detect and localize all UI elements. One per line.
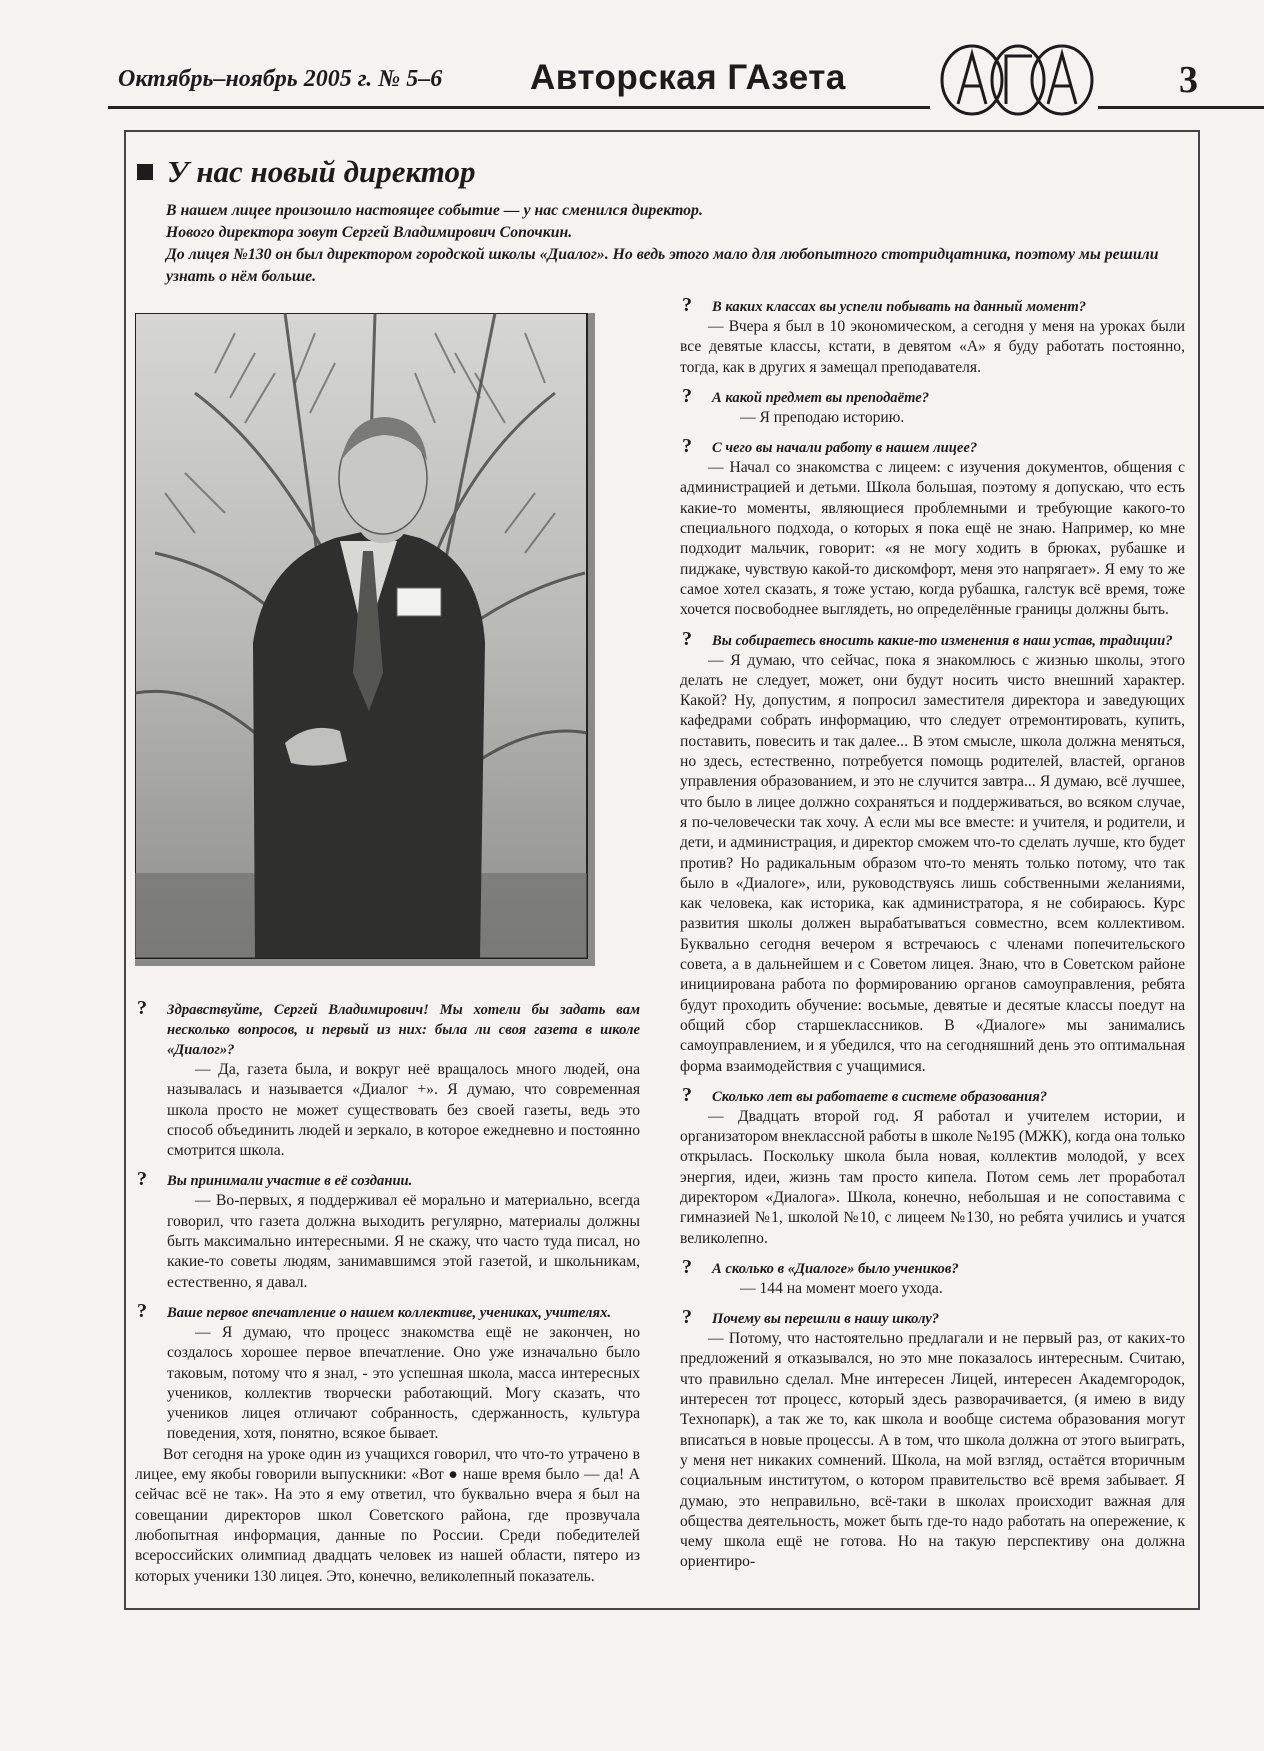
question bbox=[680, 1306, 1185, 1329]
answer-paragraph: — Двадцать второй год. Я работал и учителем истории, и организатором внеклассной работы в школе №195 (МЖК), когда она только открылась. Поскольку школа была новая, коллектив молодой, у всех энергия, идеи, жизнь там просто кипела. Потом семь лет проработал директором «Диалога». Школа, конечно, небольшая и не сопоставима с гимназией №1, школой №10, с лицеем №130, но ребята учились и учатся великолепно. bbox=[680, 1107, 1185, 1247]
question-text: Здравствуйте, Сергей Владимирович! Мы хотели бы задать вам несколько вопросов, и первый из них: была ли своя газета в школе «Диалог»? bbox=[167, 1002, 640, 1058]
question bbox=[680, 435, 1185, 458]
newspaper-title: Авторская ГАзета bbox=[530, 58, 846, 97]
question-mark-icon: ? bbox=[137, 1299, 147, 1322]
question-text: Почему вы перешли в нашу школу? bbox=[712, 1311, 940, 1328]
question-mark-icon: ? bbox=[682, 435, 692, 458]
question-mark-icon: ? bbox=[682, 627, 692, 650]
qa-block bbox=[135, 1168, 640, 1292]
question-mark-icon: ? bbox=[137, 1168, 147, 1191]
lead-line: В нашем лицее произошло настоящее событие — у нас сменился директор. bbox=[166, 202, 703, 219]
question bbox=[680, 1083, 1185, 1107]
headline-text: У нас новый директор bbox=[167, 154, 476, 189]
question-mark-icon: ? bbox=[137, 997, 147, 1019]
masthead-rule bbox=[108, 106, 930, 109]
answer-paragraph: — Начал со знакомства с лицеем: с изучения документов, общения с администрацией и детьми. Школа большая, поэтому я допускаю, что есть какие-то моменты, являющиеся проблемными и требующие какого-то специального подхода, о которых я пока ещё не знаю. Например, ко мне подходит мальчик, говорит: «я не могу ходить в брюках, рубашке и пиджаке, чувствую какой-то дискомфорт, меня это напрягает». Я ему то же самое хотел сказать, я тоже устаю, когда рубашка, галстук всё время, тоже хочется посвободнее выглядеть, но определённые границы должны быть. bbox=[680, 459, 1185, 619]
masthead-rule-right bbox=[1098, 106, 1264, 109]
question-mark-icon: ? bbox=[682, 384, 692, 407]
qa-block bbox=[680, 1306, 1185, 1573]
qa-block bbox=[680, 1083, 1185, 1249]
right-column bbox=[680, 294, 1185, 1583]
question-mark-icon: ? bbox=[682, 1083, 692, 1106]
page-number: 3 bbox=[1179, 59, 1198, 101]
question-mark-icon: ? bbox=[682, 1255, 692, 1278]
question-mark-icon: ? bbox=[682, 294, 692, 316]
article-lead bbox=[166, 200, 1184, 288]
answer-paragraph: — Я думаю, что процесс знакомства ещё не закончен, но создалось хорошее первое впечатление. Оно уже изначально было таковым, потому что я знал, - это успешная школа, масса интересных учеников, коллектив творчески работающий. Могу сказать, что учеников лицея отличают собранность, сдержанность, культура поведения, хотя, понятно, всякое бывает. bbox=[167, 1323, 640, 1443]
lead-line: До лицея №130 он был директором городской школы «Диалог». Но ведь этого мало для любопытного стотридцатника, поэтому мы решили узнать о нём больше. bbox=[166, 246, 1159, 285]
lead-line: Нового директора зовут Сергей Владимирович Сопочкин. bbox=[166, 224, 573, 241]
question-text: Сколько лет вы работаете в системе образования? bbox=[712, 1088, 1048, 1105]
qa-block bbox=[680, 435, 1185, 620]
qa-block bbox=[680, 627, 1185, 1077]
left-column bbox=[135, 997, 640, 1597]
question-text: А какой предмет вы преподаёте? bbox=[712, 389, 930, 406]
director-photo bbox=[135, 313, 595, 966]
question-text: Вы принимали участие в её создании. bbox=[167, 1173, 413, 1190]
question bbox=[680, 1255, 1185, 1279]
question-text: В каких классах вы успели побывать на данный момент? bbox=[712, 299, 1087, 315]
qa-block bbox=[135, 997, 640, 1161]
article-headline bbox=[137, 154, 476, 190]
answer-paragraph: — Вчера я был в 10 экономическом, а сегодня у меня на уроках были все девятые классы, кстати, в девятом «А» я буду работать постоянно, тогда, как в других я замещал преподавателя. bbox=[680, 318, 1185, 376]
question-text: С чего вы начали работу в нашем лицее? bbox=[712, 440, 978, 457]
answer-paragraph: — Я думаю, что сейчас, пока я знакомлюсь с жизнью школы, этого делать не следует, может, они будут носить чисто внешний характер. Какой? Ну, допустим, я попросил заместителя директора и заведующих кафедрами собрать информацию, что следует отремонтировать, купить, поставить, повесить и так далее... В этом смысле, школа должна меняться, но здесь, естественно, потребуется помощь родителей, властей, органов управления образованием, и это не случится завтра... Я думаю, всё лучшее, что было в лицее должно сохраняться и поддерживаться, во всяком случае, я по-человечески так хочу. А если мы все вместе: и учителя, и родители, и дети, и администрация, и директор сможем что-то сделать лучше, кто будет против? Но радикальным образом что-то менять только потому, что так было в «Диалоге», или, руководствуясь лишь собственными желаниями, как человека, как историка, как администратора, я не собираюсь. Курс развития школы должен вырабатываться совместно, всем коллективом. Буквально сегодня вечером я встречаюсь с членами попечительского совета, а в дальнейшем и с Советом лицея. Знаю, что в Советском районе инициирована работа по формированию органов самоуправления, ребята будут проходить обучение: восьмые, девятые и десятые классы поедут на общий сбор старшеклассников. В «Диалоге» мы занимались самоуправлением, и я убедился, что на сегодняшний день это оптимальная форма взаимодействия с учащимися. bbox=[680, 651, 1185, 1075]
question bbox=[680, 627, 1185, 651]
question bbox=[680, 384, 1185, 408]
bullet-square-icon bbox=[137, 164, 153, 180]
answer-paragraph: — Я преподаю историю. bbox=[740, 408, 905, 426]
question bbox=[680, 294, 1185, 317]
qa-block bbox=[135, 1299, 640, 1587]
aga-logo bbox=[934, 40, 1099, 118]
question bbox=[135, 1299, 640, 1323]
qa-block bbox=[680, 1255, 1185, 1299]
qa-block bbox=[680, 384, 1185, 428]
question-text: А сколько в «Диалоге» было учеников? bbox=[712, 1260, 959, 1277]
answer-paragraph: Вот сегодня на уроке один из учащихся говорил, что что-то утрачено в лицее, ему якобы говорили выпускники: «Вот ● наше время было — да! А сейчас всё не так». На это я ему ответил, что буквально вчера я был на совещании директоров школ Советского района, где прозвучала любопытная информация, данные по России. Среди победителей всероссийских олимпиад двадцать человек из нашей области, пятеро из которых ученики 130 лицея. Это, конечно, великолепный показатель. bbox=[135, 1445, 640, 1585]
answer-paragraph: — Во-первых, я поддерживал её морально и материально, всегда говорил, что газета должна выходить регулярно, материалы должны быть максимально интересными. Я не скажу, что часто туда писал, но какие-то советы людям, занимавшимся этой газетой, и школьникам, естественно, я давал. bbox=[167, 1192, 640, 1291]
question-text: Вы собираетесь вносить какие-то изменения в наш устав, традиции? bbox=[712, 632, 1173, 649]
issue-date: Октябрь–ноябрь 2005 г. № 5–6 bbox=[118, 66, 443, 92]
masthead bbox=[108, 38, 1208, 118]
answer-paragraph: — 144 на момент моего ухода. bbox=[740, 1279, 943, 1297]
qa-block bbox=[680, 294, 1185, 378]
question-text: Ваше первое впечатление о нашем коллективе, учениках, учителях. bbox=[167, 1304, 612, 1321]
question bbox=[135, 997, 640, 1060]
answer-paragraph: — Да, газета была, и вокруг неё вращалось много людей, она называлась и называется «Диалог +». Я думаю, что современная школа просто не может существовать без своей газеты, ведь это способ объединить людей и зеркало, в которое ежедневно и постоянно смотрится школа. bbox=[167, 1061, 640, 1160]
answer-paragraph: — Потому, что настоятельно предлагали и не первый раз, от каких-то предложений я отказывался, но это мне показалось интересным. Считаю, что правильно сделал. Мне интересен Лицей, интересен Академгородок, интересен тот процесс, который здесь разворачивается, (я имею в виду Технопарк), а так же то, как школа и вообще система образования могут вписаться в новые процессы. А в том, что школа должна от этого выиграть, у меня нет никаких сомнений. Школа, на мой взгляд, остаётся вторичным социальным институтом, о котором правительство всё время забывает. Я думаю, это неправильно, всё-таки в школах происходит важная для общества деятельность, может быть где-то надо работать на опережение, к чему школа ещё не готова. Но на такую перспективу она должна ориентиро- bbox=[680, 1330, 1185, 1571]
question bbox=[135, 1168, 640, 1191]
question-mark-icon: ? bbox=[682, 1306, 692, 1329]
